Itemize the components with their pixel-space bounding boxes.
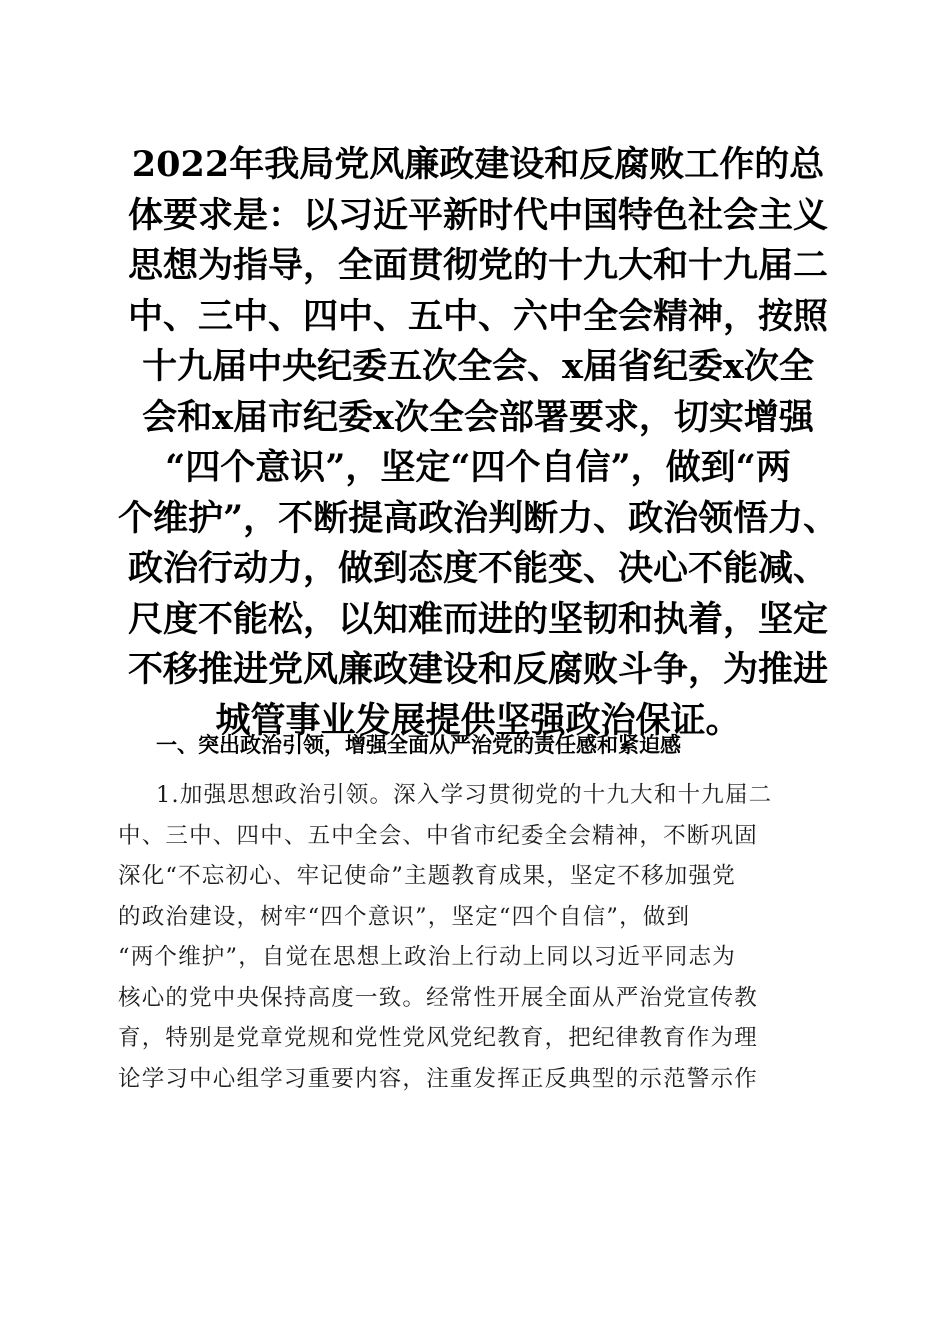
body-line: 的政治建设，树牢“四个意识”，坚定“四个自信”，做到 bbox=[118, 903, 691, 930]
title-line: 会和x届市纪委x次全会部署要求，切实增强 bbox=[142, 396, 814, 438]
title-line: 体要求是：以习近平新时代中国特色社会主义 bbox=[127, 194, 828, 236]
document-title bbox=[118, 140, 838, 746]
body-paragraph bbox=[118, 775, 838, 1099]
title-line: 不移推进党风廉政建设和反腐败斗争，为推进 bbox=[127, 649, 828, 690]
body-line: 中、三中、四中、五中全会、中省市纪委全会精神，不断巩固 bbox=[118, 822, 758, 849]
title-line: 中、三中、四中、五中、六中全会精神，按照 bbox=[127, 295, 828, 337]
section-heading: 一、突出政治引领，增强全面从严治党的责任感和紧迫感 bbox=[156, 733, 681, 757]
body-line: 核心的党中央保持高度一致。经常性开展全面从严治党宣传教 bbox=[118, 984, 758, 1011]
body-line: “两个维护”，自觉在思想上政治上行动上同以习近平同志为 bbox=[118, 944, 736, 970]
body-line: 育，特别是党章党规和党性党风党纪教育，把纪律教育作为理 bbox=[118, 1025, 758, 1051]
title-line: “四个意识”，坚定“四个自信”，做到“两 bbox=[165, 447, 791, 488]
body-line: 深化“不忘初心、牢记使命”主题教育成果，坚定不移加强党 bbox=[118, 863, 736, 889]
title-line: 政治行动力，做到态度不能变、决心不能减、 bbox=[127, 548, 828, 589]
body-line: 1.加强思想政治引领。深入学习贯彻党的十九大和十九届二 bbox=[156, 782, 773, 808]
title-line: 城管事业发展提供坚强政治保证。 bbox=[215, 699, 741, 741]
title-line: 思想为指导，全面贯彻党的十九大和十九届二 bbox=[127, 245, 828, 286]
title-line: 尺度不能松，以知难而进的坚韧和执着，坚定 bbox=[127, 598, 828, 640]
title-line: 十九届中央纪委五次全会、x届省纪委x次全 bbox=[142, 346, 814, 387]
body-line: 论学习中心组学习重要内容，注重发挥正反典型的示范警示作 bbox=[118, 1065, 758, 1092]
title-line: 2022年我局党风廉政建设和反腐败工作的总 bbox=[131, 144, 825, 185]
title-line: 个维护”，不断提高政治判断力、政治领悟力、 bbox=[118, 497, 839, 539]
